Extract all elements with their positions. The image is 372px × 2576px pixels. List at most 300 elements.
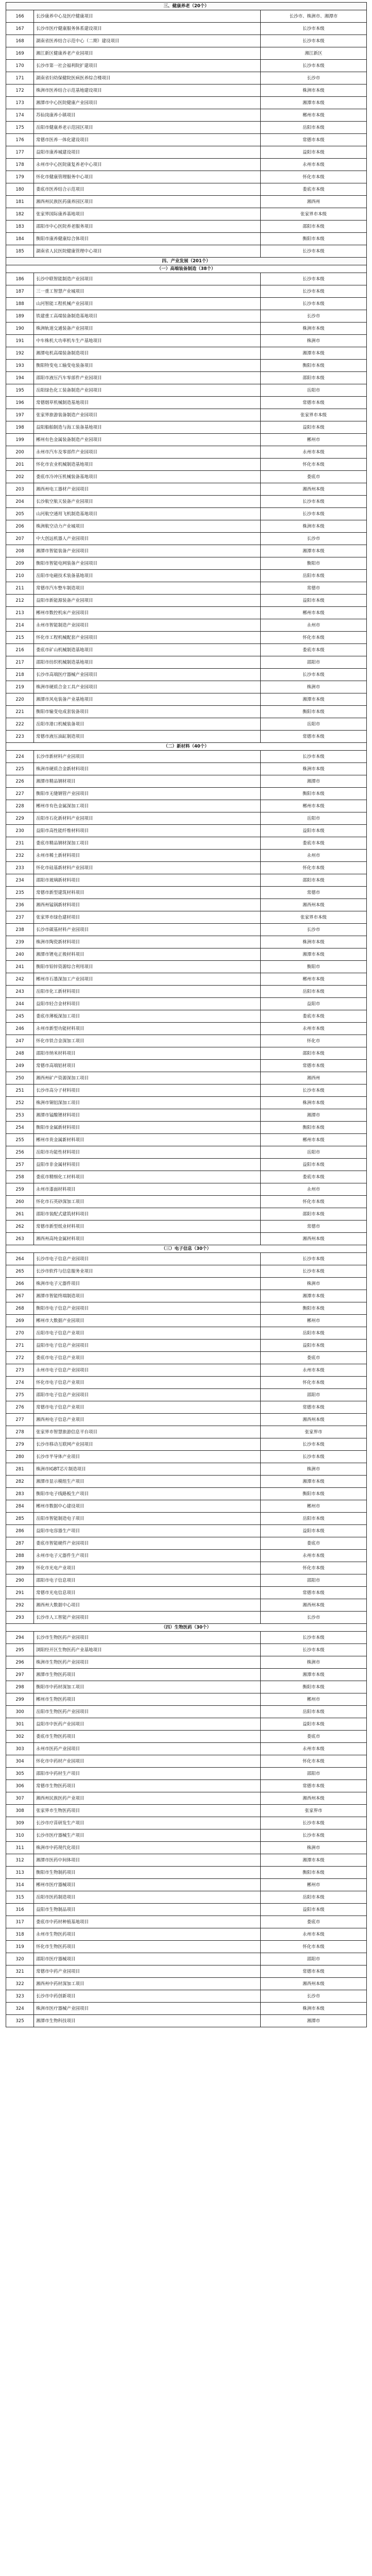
table-row	[6, 347, 367, 360]
table-row	[6, 948, 367, 961]
row-number: 259	[6, 1183, 34, 1196]
table-row	[6, 1891, 367, 1904]
row-number: 228	[6, 800, 34, 812]
project-location: 益阳市	[261, 998, 367, 1010]
table-row	[6, 421, 367, 434]
table-row	[6, 1965, 367, 1978]
row-number: 185	[6, 245, 34, 258]
row-number: 171	[6, 72, 34, 84]
row-number: 239	[6, 936, 34, 948]
project-name: 张家界市绿色建材项目	[34, 911, 261, 924]
project-name: 娄底市中药材种植基地项目	[34, 1916, 261, 1928]
project-name: 株洲市生物医药产业园项目	[34, 1656, 261, 1669]
project-location: 永州市本级	[261, 446, 367, 459]
table-row	[6, 1599, 367, 1612]
project-location: 湘潭市本级	[261, 97, 367, 109]
table-row	[6, 245, 367, 258]
project-name: 株洲市医养结合示范基地建设项目	[34, 84, 261, 97]
table-row	[6, 1097, 367, 1109]
table-row	[6, 196, 367, 208]
table-row	[6, 459, 367, 471]
project-location: 永州市本级	[261, 1743, 367, 1755]
project-location: 株洲市本级	[261, 323, 367, 335]
row-number: 186	[6, 273, 34, 285]
project-location: 衡阳市本级	[261, 1867, 367, 1879]
project-name: 怀化市铁合金深加工项目	[34, 1035, 261, 1047]
project-name: 湖南省人民医院健康管理中心项目	[34, 245, 261, 258]
row-number: 170	[6, 60, 34, 72]
project-name: 郴州市大数据产业园项目	[34, 1315, 261, 1327]
project-name: 益阳市轻合金材料项目	[34, 998, 261, 1010]
project-name: 常德市医养一体化建设项目	[34, 134, 261, 146]
project-location: 长沙市本级	[261, 285, 367, 298]
project-name: 岳阳市功能性材料项目	[34, 1146, 261, 1159]
row-number: 211	[6, 582, 34, 595]
project-name: 岳阳市医药制造项目	[34, 1891, 261, 1904]
row-number: 198	[6, 421, 34, 434]
table-row	[6, 1389, 367, 1401]
project-name: 常德市中药产业园项目	[34, 1965, 261, 1978]
row-number: 303	[6, 1743, 34, 1755]
table-row	[6, 285, 367, 298]
table-row	[6, 335, 367, 347]
project-location: 衡阳市本级	[261, 1488, 367, 1500]
project-location: 邵阳市本级	[261, 372, 367, 384]
project-name: 张家界旅游装备制造产业园项目	[34, 409, 261, 421]
table-row	[6, 1792, 367, 1805]
project-list-body	[6, 3, 367, 2027]
row-number: 260	[6, 1196, 34, 1208]
row-number: 166	[6, 10, 34, 23]
project-location: 郴州市本级	[261, 800, 367, 812]
project-location: 长沙市	[261, 1612, 367, 1624]
project-name: 湘西州高纯金属材料项目	[34, 1233, 261, 1245]
row-number: 236	[6, 899, 34, 911]
table-row	[6, 1035, 367, 1047]
project-location: 株洲市	[261, 1463, 367, 1476]
row-number: 172	[6, 84, 34, 97]
row-number: 322	[6, 1978, 34, 1990]
project-name: 长沙市软件与信息服务业项目	[34, 1265, 261, 1278]
row-number: 291	[6, 1587, 34, 1599]
row-number: 270	[6, 1327, 34, 1340]
project-location: 郴州市	[261, 1500, 367, 1513]
row-number: 226	[6, 775, 34, 788]
row-number: 269	[6, 1315, 34, 1327]
project-location: 长沙市本级	[261, 1438, 367, 1451]
table-row	[6, 669, 367, 681]
project-location: 岳阳市本级	[261, 1706, 367, 1718]
project-location: 长沙市	[261, 1990, 367, 2003]
row-number: 195	[6, 384, 34, 397]
row-number: 204	[6, 496, 34, 508]
row-number: 281	[6, 1463, 34, 1476]
table-row	[6, 360, 367, 372]
table-row	[6, 936, 367, 948]
project-name: 岳阳市健康养老示范园区项目	[34, 122, 261, 134]
project-name: 邵阳市纺织机械制造基地项目	[34, 656, 261, 669]
project-name: 长沙市第一社会福利院扩建项目	[34, 60, 261, 72]
project-name: 衡阳市中药材深加工项目	[34, 1681, 261, 1693]
table-row	[6, 1718, 367, 1731]
project-list-table	[6, 2, 367, 2027]
project-location: 怀化市本级	[261, 1562, 367, 1574]
row-number: 282	[6, 1476, 34, 1488]
row-number: 189	[6, 310, 34, 323]
project-name: 湘西州电子信息产业项目	[34, 1414, 261, 1426]
table-row	[6, 924, 367, 936]
row-number: 220	[6, 693, 34, 706]
project-location: 常德市本级	[261, 397, 367, 409]
subsection-heading: （三）电子信息（30个）	[6, 1245, 367, 1253]
project-location: 湘潭市本级	[261, 1854, 367, 1867]
project-location: 永州市本级	[261, 1928, 367, 1941]
project-name: 常德市汽车整车制造项目	[34, 582, 261, 595]
project-location: 长沙市本级	[261, 1632, 367, 1644]
table-row	[6, 1731, 367, 1743]
project-location: 湘潭市本级	[261, 693, 367, 706]
project-location: 湘潭市本级	[261, 948, 367, 961]
project-location: 湘西州	[261, 1072, 367, 1084]
project-location: 湘潭市	[261, 2015, 367, 2027]
project-name: 邵阳市中药材生产项目	[34, 1768, 261, 1780]
row-number: 167	[6, 23, 34, 35]
project-location: 邵阳市本级	[261, 221, 367, 233]
table-row	[6, 1669, 367, 1681]
table-row	[6, 384, 367, 397]
project-name: 湘潭市生物科技项目	[34, 2015, 261, 2027]
table-row	[6, 1587, 367, 1599]
table-row	[6, 159, 367, 171]
project-location: 衡阳市本级	[261, 360, 367, 372]
row-number: 313	[6, 1867, 34, 1879]
row-number: 316	[6, 1904, 34, 1916]
project-location: 岳阳市	[261, 384, 367, 397]
project-name: 郴州市有色金属深加工项目	[34, 800, 261, 812]
project-location: 长沙市本级	[261, 1817, 367, 1829]
project-name: 永州市医药产业园项目	[34, 1743, 261, 1755]
table-row	[6, 850, 367, 862]
project-name: 娄底市医养结合示范项目	[34, 183, 261, 196]
table-row	[6, 483, 367, 496]
table-row	[6, 310, 367, 323]
table-row	[6, 1768, 367, 1780]
table-row	[6, 1632, 367, 1644]
project-location: 永州市本级	[261, 159, 367, 171]
project-location: 株洲市	[261, 1842, 367, 1854]
row-number: 248	[6, 1047, 34, 1060]
project-name: 岳阳绿色化工装备制造产业园项目	[34, 384, 261, 397]
project-location: 郴州市本级	[261, 607, 367, 619]
table-row	[6, 1805, 367, 1817]
table-row	[6, 2003, 367, 2015]
project-name: 株洲市硬质合金新材料项目	[34, 763, 261, 775]
row-number: 210	[6, 570, 34, 582]
row-number: 325	[6, 2015, 34, 2027]
table-row	[6, 1867, 367, 1879]
row-number: 177	[6, 146, 34, 159]
project-location: 长沙市本级	[261, 1265, 367, 1278]
table-row	[6, 570, 367, 582]
row-number: 320	[6, 1953, 34, 1965]
row-number: 187	[6, 285, 34, 298]
project-location: 永州市本级	[261, 1550, 367, 1562]
project-location: 株洲市	[261, 335, 367, 347]
project-location: 怀化市本级	[261, 1941, 367, 1953]
project-name: 长沙市碳基材料产业园项目	[34, 924, 261, 936]
row-number: 284	[6, 1500, 34, 1513]
project-location: 长沙市	[261, 310, 367, 323]
project-name: 郴州有色金属装备制造产业园项目	[34, 434, 261, 446]
project-name: 湘西州大数据中心项目	[34, 1599, 261, 1612]
project-name: 娄底市精品钢材深加工项目	[34, 837, 261, 850]
project-name: 长沙市半导体产业项目	[34, 1451, 261, 1463]
project-name: 株洲市医疗器械产业园项目	[34, 2003, 261, 2015]
project-location: 常德市	[261, 1221, 367, 1233]
row-number: 242	[6, 973, 34, 986]
project-name: 山河航空通用飞机制造基地项目	[34, 508, 261, 520]
table-row	[6, 731, 367, 743]
table-row	[6, 1681, 367, 1693]
project-name: 衡阳市智能电网装备产业园项目	[34, 557, 261, 570]
project-name: 张家界国际康养基地项目	[34, 208, 261, 221]
project-name: 常德市光电信息项目	[34, 1587, 261, 1599]
project-location: 湘潭市本级	[261, 545, 367, 557]
table-row	[6, 72, 367, 84]
project-location: 长沙市本级	[261, 1451, 367, 1463]
table-row	[6, 693, 367, 706]
project-name: 永州市汽车及零部件产业园项目	[34, 446, 261, 459]
row-number: 293	[6, 1612, 34, 1624]
row-number: 173	[6, 97, 34, 109]
row-number: 307	[6, 1792, 34, 1805]
project-location: 长沙市	[261, 533, 367, 545]
project-name: 长沙市医疗器械生产项目	[34, 1829, 261, 1842]
row-number: 223	[6, 731, 34, 743]
project-location: 株洲市本级	[261, 2003, 367, 2015]
row-number: 202	[6, 471, 34, 483]
project-name: 永州市中心医院康复养老中心项目	[34, 159, 261, 171]
project-name: 湘潭市显示模组生产项目	[34, 1476, 261, 1488]
table-row	[6, 109, 367, 122]
row-number: 191	[6, 335, 34, 347]
table-row	[6, 1426, 367, 1438]
row-number: 289	[6, 1562, 34, 1574]
project-location: 益阳市本级	[261, 595, 367, 607]
project-name: 湘潭市中心医院健康产业园项目	[34, 97, 261, 109]
project-name: 衡阳市金属新材料项目	[34, 1122, 261, 1134]
project-name: 常德市液压油缸制造项目	[34, 731, 261, 743]
project-name: 长沙市新材料产业园项目	[34, 751, 261, 763]
project-name: 长沙市医疗健康服务体系建设项目	[34, 23, 261, 35]
project-location: 衡阳市本级	[261, 788, 367, 800]
project-name: 永州市电子元器件生产项目	[34, 1550, 261, 1562]
project-name: 常德市电子信息产业项目	[34, 1401, 261, 1414]
row-number: 288	[6, 1550, 34, 1562]
table-row	[6, 1072, 367, 1084]
project-location: 岳阳市本级	[261, 570, 367, 582]
project-name: 株洲市陶瓷新材料项目	[34, 936, 261, 948]
row-number: 309	[6, 1817, 34, 1829]
table-row	[6, 1084, 367, 1097]
project-name: 益阳市康养城建设项目	[34, 146, 261, 159]
project-name: 衡阳市康养健康综合体项目	[34, 233, 261, 245]
table-row	[6, 1278, 367, 1290]
project-location: 衡阳市本级	[261, 1302, 367, 1315]
row-number: 213	[6, 607, 34, 619]
subsection-heading: （二）新材料（40个）	[6, 743, 367, 751]
project-name: 郴州市生物医药项目	[34, 1693, 261, 1706]
project-location: 怀化市本级	[261, 171, 367, 183]
project-name: 永州市生物医药项目	[34, 1928, 261, 1941]
table-row	[6, 183, 367, 196]
project-name: 张家界市生物医药项目	[34, 1805, 261, 1817]
project-location: 长沙市本级	[261, 1084, 367, 1097]
project-name: 常德市高端铝材项目	[34, 1060, 261, 1072]
row-number: 174	[6, 109, 34, 122]
project-location: 长沙市本级	[261, 60, 367, 72]
row-number: 323	[6, 1990, 34, 2003]
table-row	[6, 961, 367, 973]
project-location: 邵阳市本级	[261, 1047, 367, 1060]
project-name: 衡阳市电子信息产业园项目	[34, 1302, 261, 1315]
row-number: 168	[6, 35, 34, 47]
project-name: 衡阳市电子线路板生产项目	[34, 1488, 261, 1500]
project-location: 娄底市	[261, 1352, 367, 1364]
table-row	[6, 874, 367, 887]
row-number: 234	[6, 874, 34, 887]
project-location: 永州市	[261, 1183, 367, 1196]
project-name: 常德烟草机械制造基地项目	[34, 397, 261, 409]
project-name: 长沙市人工智能产业园项目	[34, 1612, 261, 1624]
project-location: 永州市本级	[261, 1364, 367, 1377]
table-row	[6, 1550, 367, 1562]
table-row	[6, 496, 367, 508]
project-name: 山河智能工程机械产业园项目	[34, 298, 261, 310]
row-number: 286	[6, 1525, 34, 1537]
row-number: 214	[6, 619, 34, 632]
project-location: 长沙市本级	[261, 245, 367, 258]
project-name: 长沙市移动互联网产业园项目	[34, 1438, 261, 1451]
project-name: 邵阳市纳米材料项目	[34, 1047, 261, 1060]
table-row	[6, 60, 367, 72]
project-location: 长沙市本级	[261, 751, 367, 763]
project-location: 岳阳市本级	[261, 1891, 367, 1904]
table-row	[6, 1743, 367, 1755]
table-row	[6, 520, 367, 533]
table-row	[6, 1463, 367, 1476]
table-row	[6, 1706, 367, 1718]
row-number: 216	[6, 644, 34, 656]
project-name: 长沙市中药创新项目	[34, 1990, 261, 2003]
row-number: 169	[6, 47, 34, 60]
table-row	[6, 1953, 367, 1965]
project-location: 株洲市本级	[261, 520, 367, 533]
project-name: 长沙市高分子材料项目	[34, 1084, 261, 1097]
row-number: 219	[6, 681, 34, 693]
project-location: 永州市本级	[261, 1023, 367, 1035]
table-row	[6, 788, 367, 800]
table-row	[6, 1574, 367, 1587]
project-location: 湘西州	[261, 196, 367, 208]
table-row	[6, 471, 367, 483]
project-location: 张家界市	[261, 1426, 367, 1438]
project-name: 湘潭电机高端装备制造项目	[34, 347, 261, 360]
row-number: 285	[6, 1513, 34, 1525]
project-location: 株洲市本级	[261, 84, 367, 97]
project-name: 长沙市生物医药产业园项目	[34, 1632, 261, 1644]
table-row	[6, 146, 367, 159]
project-name: 岳阳市电子信息产业项目	[34, 1327, 261, 1340]
row-number: 276	[6, 1401, 34, 1414]
table-row	[6, 1854, 367, 1867]
table-row	[6, 1315, 367, 1327]
project-location: 长沙市本级	[261, 1829, 367, 1842]
project-name: 长沙航空航天装备产业园项目	[34, 496, 261, 508]
row-number: 225	[6, 763, 34, 775]
row-number: 175	[6, 122, 34, 134]
table-row	[6, 298, 367, 310]
project-name: 怀化市健康管理服务中心项目	[34, 171, 261, 183]
row-number: 271	[6, 1340, 34, 1352]
row-number: 267	[6, 1290, 34, 1302]
row-number: 280	[6, 1451, 34, 1463]
table-row	[6, 812, 367, 825]
row-number: 311	[6, 1842, 34, 1854]
table-row	[6, 1879, 367, 1891]
table-row	[6, 681, 367, 693]
project-location: 湘潭市	[261, 1109, 367, 1122]
table-row	[6, 1780, 367, 1792]
row-number: 237	[6, 911, 34, 924]
table-row	[6, 1476, 367, 1488]
project-name: 浏阳经开区生物医药产业基地项目	[34, 1644, 261, 1656]
project-name: 湘潭市精品钢材项目	[34, 775, 261, 788]
project-location: 株洲市本级	[261, 936, 367, 948]
row-number: 199	[6, 434, 34, 446]
table-row	[6, 1829, 367, 1842]
row-number: 201	[6, 459, 34, 471]
project-location: 郴州市	[261, 1693, 367, 1706]
table-row	[6, 1352, 367, 1364]
project-name: 怀化市石英砂深加工项目	[34, 1196, 261, 1208]
project-location: 邵阳市	[261, 1953, 367, 1965]
project-location: 长沙市本级	[261, 496, 367, 508]
table-row	[6, 1290, 367, 1302]
project-name: 常德市新型纸业材料项目	[34, 1221, 261, 1233]
table-row	[6, 508, 367, 520]
project-location: 邵阳市	[261, 1768, 367, 1780]
section-heading: 四、产业发展（201个）	[6, 258, 367, 265]
project-name: 邵阳市中心医院养老服务项目	[34, 221, 261, 233]
row-number: 264	[6, 1253, 34, 1265]
project-location: 岳阳市	[261, 718, 367, 731]
table-row	[6, 973, 367, 986]
project-name: 湘西州民族医药康养园区项目	[34, 196, 261, 208]
project-location: 湘西州本级	[261, 1978, 367, 1990]
row-number: 235	[6, 887, 34, 899]
row-number: 261	[6, 1208, 34, 1221]
project-location: 邵阳市本级	[261, 874, 367, 887]
project-location: 怀化市本级	[261, 862, 367, 874]
table-row	[6, 1817, 367, 1829]
table-row	[6, 1253, 367, 1265]
table-row	[6, 1488, 367, 1500]
table-row	[6, 1978, 367, 1990]
project-name: 怀化市硅基新材料产业园项目	[34, 862, 261, 874]
project-location: 娄底市本级	[261, 644, 367, 656]
project-name: 株洲市电子元器件项目	[34, 1278, 261, 1290]
